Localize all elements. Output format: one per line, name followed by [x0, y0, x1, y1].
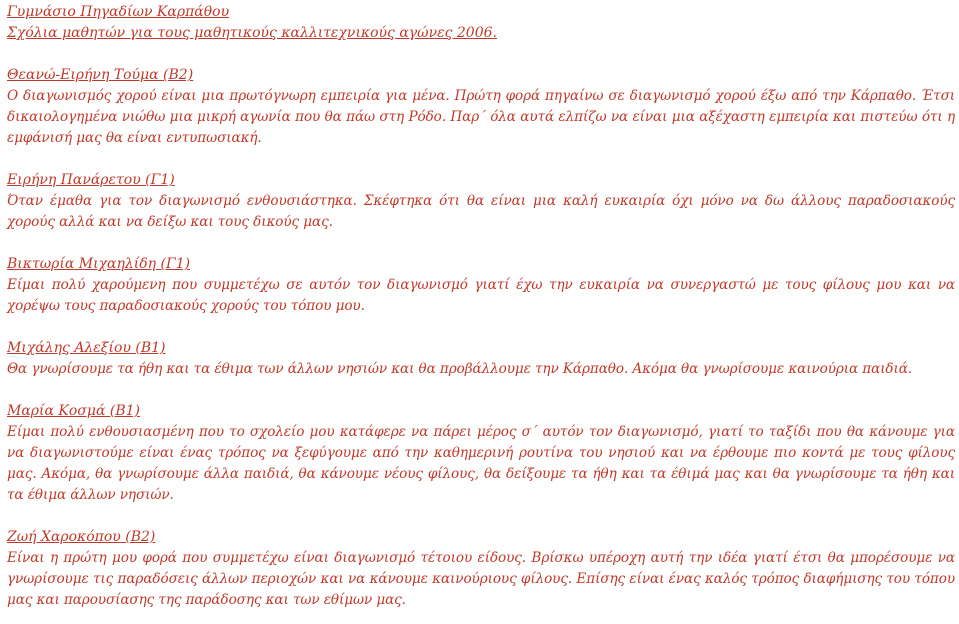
- spacer: [7, 149, 955, 170]
- comment-entry: [7, 65, 955, 149]
- comment-text: Θα γνωρίσουμε τα ήθη και τα έθιμα των άλλων νησιών και θα προβάλλουμε την Κάρπαθο. Ακόμα θα γνωρίσουμε καινούρια παιδιά.: [7, 361, 913, 377]
- comment-author: Ζωή Χαροκόπου (Β2): [7, 529, 156, 545]
- comment-author: Μιχάλης Αλεξίου (Β1): [7, 340, 166, 356]
- comment-entry: [7, 170, 955, 233]
- spacer: [7, 233, 955, 254]
- comment-entry: [7, 338, 955, 380]
- comment-entry: [7, 401, 955, 506]
- comment-text: Όταν έμαθα για τον διαγωνισμό ενθουσιάστηκα. Σκέφτηκα ότι θα είναι μια καλή ευκαιρία όχι μόνο να δω άλλους παραδοσιακούς χορούς αλλά και να δείξω και τους δικούς μας.: [7, 193, 955, 230]
- comment-entry: [7, 254, 955, 317]
- document-page: [7, 0, 955, 611]
- spacer: [7, 506, 955, 527]
- comment-author: Βικτωρία Μιχαηλίδη (Γ1): [7, 256, 191, 272]
- comment-author: Θεανώ-Ειρήνη Τούμα (Β2): [7, 67, 194, 83]
- comment-text: Ο διαγωνισμός χορού είναι μια πρωτόγνωρη εμπειρία για μένα. Πρώτη φορά πηγαίνω σε διαγωνισμό χορού έξω από την Κάρπαθο. Έτσι δικαιολογημένα νιώθω μια μικρή αγωνία που θα πάω στη Ρόδο. Παρ΄ όλα αυτά ελπίζω να είναι μια αξέχαστη εμπειρία και πιστεύω ότι η εμφάνισή μας θα είναι εντυπωσιακή.: [7, 88, 955, 146]
- spacer: [7, 317, 955, 338]
- spacer: [7, 380, 955, 401]
- school-title: Γυμνάσιο Πηγαδίων Καρπάθου: [7, 4, 230, 20]
- comment-text: Είμαι πολύ ενθουσιασμένη που το σχολείο μου κατάφερε να πάρει μέρος σ΄ αυτόν τον διαγωνισμό, γιατί το ταξίδι που θα κάνουμε για να διαγωνιστούμε είναι ένας τρόπος να ξεφύγουμε από την καθημερινή ρουτίνα του νησιού και να έρθουμε πιο κοντά με τους φίλους μας. Ακόμα, θα γνωρίσουμε άλλα παιδιά, θα κάνουμε νέους φίλους, θα δείξουμε τα ήθη και τα έθιμά μας και θα γνωρίσουμε τα ήθη και τα έθιμα άλλων νησιών.: [7, 424, 955, 503]
- comment-author: Ειρήνη Πανάρετου (Γ1): [7, 172, 175, 188]
- comment-text: Είναι η πρώτη μου φορά που συμμετέχω είναι διαγωνισμό τέτοιου είδους. Βρίσκω υπέροχη αυτή την ιδέα γιατί έτσι θα μπορέσουμε να γνωρίσουμε τις παραδόσεις άλλων περιοχών και να κάνουμε καινούριους φίλους. Επίσης είναι ένας καλός τρόπος διαφήμισης του τόπου μας και παρουσίασης της παράδοσης και των εθίμων μας.: [7, 550, 955, 608]
- spacer: [7, 44, 955, 65]
- document-subtitle: Σχόλια μαθητών για τους μαθητικούς καλλιτεχνικούς αγώνες 2006.: [7, 25, 497, 41]
- comment-entry: [7, 527, 955, 611]
- comment-author: Μαρία Κοσμά (Β1): [7, 403, 140, 419]
- comment-text: Είμαι πολύ χαρούμενη που συμμετέχω σε αυτόν τον διαγωνισμό γιατί έχω την ευκαιρία να συνεργαστώ με τους φίλους μου και να χορέψω τους παραδοσιακούς χορούς του τόπου μου.: [7, 277, 955, 314]
